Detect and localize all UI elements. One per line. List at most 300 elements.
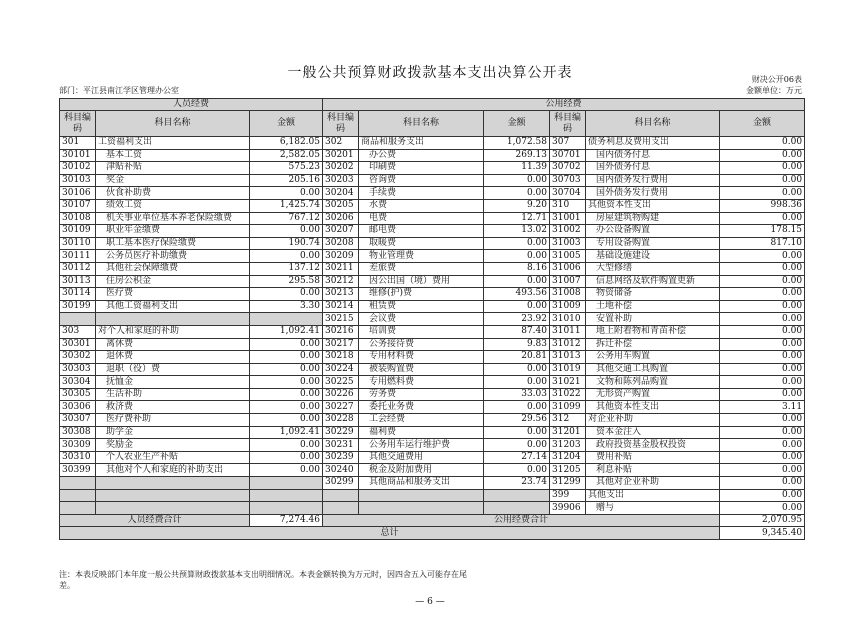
amount-cell: 0.00 — [250, 250, 323, 263]
code-cell — [323, 502, 359, 515]
name-cell: 退职（役）费 — [96, 363, 250, 376]
table-row — [60, 174, 805, 187]
name-cell: 商品和服务支出 — [359, 137, 484, 150]
name-cell: 地上附着物和青苗补偿 — [586, 325, 720, 338]
name-cell: 其他商品和服务支出 — [359, 477, 484, 490]
code-cell: 30202 — [323, 162, 359, 175]
col-code: 科目编码 — [550, 111, 586, 137]
amount-cell: 0.00 — [484, 464, 550, 477]
amount-cell: 0.00 — [720, 388, 805, 401]
code-cell: 30308 — [60, 426, 96, 439]
table-row — [60, 351, 805, 364]
amount-cell: 0.00 — [250, 363, 323, 376]
code-cell: 31022 — [550, 388, 586, 401]
name-cell: 房屋建筑物购建 — [586, 212, 720, 225]
amount-cell: 0.00 — [720, 351, 805, 364]
table-row — [60, 250, 805, 263]
col-amount: 金额 — [720, 111, 805, 137]
name-cell: 职业年金缴费 — [96, 225, 250, 238]
name-cell — [96, 502, 250, 515]
table-row — [60, 162, 805, 175]
code-cell: 310 — [550, 199, 586, 212]
name-cell: 其他对个人和家庭的补助支出 — [96, 464, 250, 477]
amount-cell: 0.00 — [250, 439, 323, 452]
code-cell: 30399 — [60, 464, 96, 477]
name-cell: 拆迁补偿 — [586, 338, 720, 351]
amount-cell: 767.12 — [250, 212, 323, 225]
amount-cell: 0.00 — [250, 388, 323, 401]
amount-cell: 87.40 — [484, 325, 550, 338]
name-cell: 国外债务发行费用 — [586, 187, 720, 200]
amount-cell: 0.00 — [250, 288, 323, 301]
page-number: — 6 — — [415, 597, 445, 607]
amount-cell: 9.20 — [484, 199, 550, 212]
name-cell: 委托业务费 — [359, 401, 484, 414]
code-cell: 30215 — [323, 313, 359, 326]
name-cell: 会议费 — [359, 313, 484, 326]
code-cell: 30106 — [60, 187, 96, 200]
code-cell — [60, 313, 96, 326]
name-cell: 其他交通费用 — [359, 451, 484, 464]
name-cell: 伙食补助费 — [96, 187, 250, 200]
code-cell: 30229 — [323, 426, 359, 439]
amount-cell: 0.00 — [720, 300, 805, 313]
personnel-total-label: 人员经费合计 — [60, 514, 250, 527]
name-cell: 抚恤金 — [96, 376, 250, 389]
code-cell: 302 — [323, 137, 359, 150]
code-cell: 30206 — [323, 212, 359, 225]
name-cell: 专用燃料费 — [359, 376, 484, 389]
col-name: 科目名称 — [359, 111, 484, 137]
name-cell: 基本工资 — [96, 149, 250, 162]
name-cell: 住房公积金 — [96, 275, 250, 288]
form-number: 财决公开06表 — [751, 75, 802, 84]
amount-cell: 1,072.58 — [484, 137, 550, 150]
code-cell: 30217 — [323, 338, 359, 351]
name-cell: 信息网络及软件购置更新 — [586, 275, 720, 288]
table-row — [60, 149, 805, 162]
table-row — [60, 426, 805, 439]
col-amount: 金额 — [484, 111, 550, 137]
code-cell: 31021 — [550, 376, 586, 389]
amount-cell: 0.00 — [720, 262, 805, 275]
code-cell: 31299 — [550, 477, 586, 490]
personnel-total-value: 7,274.46 — [250, 514, 323, 527]
code-cell: 312 — [550, 414, 586, 427]
name-cell: 救济费 — [96, 401, 250, 414]
public-total-label: 公用经费合计 — [323, 514, 720, 527]
code-cell: 30218 — [323, 351, 359, 364]
code-cell: 30309 — [60, 439, 96, 452]
name-cell: 无形资产购置 — [586, 388, 720, 401]
amount-cell: 8.16 — [484, 262, 550, 275]
table-row — [60, 262, 805, 275]
name-cell: 印刷费 — [359, 162, 484, 175]
amount-cell: 0.00 — [720, 187, 805, 200]
name-cell: 基础设施建设 — [586, 250, 720, 263]
amount-cell: 205.16 — [250, 174, 323, 187]
amount-cell: 0.00 — [484, 401, 550, 414]
table-row — [60, 325, 805, 338]
amount-cell: 0.00 — [720, 338, 805, 351]
name-cell: 机关事业单位基本养老保险缴费 — [96, 212, 250, 225]
name-cell: 利息补贴 — [586, 464, 720, 477]
table-row — [60, 212, 805, 225]
table-row — [60, 388, 805, 401]
name-cell: 其他资本性支出 — [586, 401, 720, 414]
name-cell: 物业管理费 — [359, 250, 484, 263]
amount-cell: 0.00 — [720, 325, 805, 338]
amount-cell: 0.00 — [250, 225, 323, 238]
amount-cell: 0.00 — [720, 275, 805, 288]
amount-cell: 27.14 — [484, 451, 550, 464]
column-header-row — [60, 111, 805, 137]
code-cell: 30203 — [323, 174, 359, 187]
amount-cell: 178.15 — [720, 225, 805, 238]
amount-cell: 0.00 — [484, 439, 550, 452]
code-cell: 30111 — [60, 250, 96, 263]
code-cell: 30214 — [323, 300, 359, 313]
code-cell: 30303 — [60, 363, 96, 376]
code-cell: 30216 — [323, 325, 359, 338]
amount-cell: 0.00 — [484, 187, 550, 200]
name-cell: 津贴补贴 — [96, 162, 250, 175]
amount-cell — [250, 502, 323, 515]
code-cell: 30301 — [60, 338, 96, 351]
code-cell: 30225 — [323, 376, 359, 389]
amount-cell: 0.00 — [720, 477, 805, 490]
code-cell: 30227 — [323, 401, 359, 414]
code-cell: 31003 — [550, 237, 586, 250]
name-cell: 咨询费 — [359, 174, 484, 187]
code-cell: 307 — [550, 137, 586, 150]
name-cell: 公务用车购置 — [586, 351, 720, 364]
name-cell: 离休费 — [96, 338, 250, 351]
name-cell: 工会经费 — [359, 414, 484, 427]
name-cell: 其他社会保障缴费 — [96, 262, 250, 275]
amount-cell: 998.36 — [720, 199, 805, 212]
name-cell: 其他支出 — [586, 489, 720, 502]
amount-cell: 3.30 — [250, 300, 323, 313]
amount-cell: 0.00 — [484, 363, 550, 376]
public-section-header: 公用经费 — [323, 99, 805, 111]
name-cell: 维修(护)费 — [359, 288, 484, 301]
grand-total-row — [60, 527, 805, 540]
amount-cell: 0.00 — [484, 275, 550, 288]
amount-cell: 11.39 — [484, 162, 550, 175]
name-cell: 赠与 — [586, 502, 720, 515]
name-cell: 福利费 — [359, 426, 484, 439]
amount-unit: 金额单位：万元 — [746, 86, 802, 95]
amount-cell — [484, 502, 550, 515]
code-cell: 30304 — [60, 376, 96, 389]
table-row — [60, 376, 805, 389]
name-cell — [96, 477, 250, 490]
code-cell: 30112 — [60, 262, 96, 275]
code-cell: 303 — [60, 325, 96, 338]
table-row — [60, 401, 805, 414]
name-cell: 租赁费 — [359, 300, 484, 313]
code-cell: 30207 — [323, 225, 359, 238]
table-row — [60, 363, 805, 376]
name-cell: 取暖费 — [359, 237, 484, 250]
code-cell: 30213 — [323, 288, 359, 301]
name-cell: 劳务费 — [359, 388, 484, 401]
name-cell: 对企业补助 — [586, 414, 720, 427]
code-cell: 30226 — [323, 388, 359, 401]
name-cell: 电费 — [359, 212, 484, 225]
name-cell: 办公费 — [359, 149, 484, 162]
code-cell: 399 — [550, 489, 586, 502]
name-cell: 因公出国（境）费用 — [359, 275, 484, 288]
code-cell: 30113 — [60, 275, 96, 288]
amount-cell: 0.00 — [250, 338, 323, 351]
code-cell: 30208 — [323, 237, 359, 250]
code-cell: 30240 — [323, 464, 359, 477]
amount-cell: 29.56 — [484, 414, 550, 427]
code-cell: 30299 — [323, 477, 359, 490]
name-cell: 其他工资福利支出 — [96, 300, 250, 313]
code-cell: 30305 — [60, 388, 96, 401]
amount-cell: 137.12 — [250, 262, 323, 275]
name-cell: 专用设备购置 — [586, 237, 720, 250]
amount-cell: 0.00 — [720, 212, 805, 225]
amount-cell: 1,092.41 — [250, 426, 323, 439]
code-cell: 30702 — [550, 162, 586, 175]
code-cell: 30703 — [550, 174, 586, 187]
name-cell — [96, 489, 250, 502]
amount-cell — [250, 313, 323, 326]
amount-cell: 0.00 — [720, 489, 805, 502]
amount-cell: 0.00 — [484, 250, 550, 263]
code-cell: 31019 — [550, 363, 586, 376]
subtotal-row — [60, 514, 805, 527]
table-row — [60, 464, 805, 477]
amount-cell: 575.23 — [250, 162, 323, 175]
amount-cell: 190.74 — [250, 237, 323, 250]
col-name: 科目名称 — [586, 111, 720, 137]
table-row — [60, 137, 805, 150]
code-cell: 30102 — [60, 162, 96, 175]
name-cell: 国内债务发行费用 — [586, 174, 720, 187]
name-cell: 费用补贴 — [586, 451, 720, 464]
name-cell: 国外债务付息 — [586, 162, 720, 175]
name-cell: 政府投资基金股权投资 — [586, 439, 720, 452]
code-cell: 30107 — [60, 199, 96, 212]
code-cell: 31204 — [550, 451, 586, 464]
page-title: 一般公共预算财政拨款基本支出决算公开表 — [287, 65, 573, 81]
code-cell: 30239 — [323, 451, 359, 464]
table-row — [60, 288, 805, 301]
name-cell: 绩效工资 — [96, 199, 250, 212]
code-cell: 31012 — [550, 338, 586, 351]
amount-cell: 0.00 — [250, 187, 323, 200]
code-cell: 30228 — [323, 414, 359, 427]
name-cell: 国内债务付息 — [586, 149, 720, 162]
amount-cell: 0.00 — [720, 137, 805, 150]
code-cell: 30704 — [550, 187, 586, 200]
table-row — [60, 489, 805, 502]
amount-cell: 1,425.74 — [250, 199, 323, 212]
amount-cell: 12.71 — [484, 212, 550, 225]
grand-total-label: 总计 — [60, 527, 720, 540]
amount-cell: 0.00 — [720, 426, 805, 439]
table-row — [60, 275, 805, 288]
code-cell: 30306 — [60, 401, 96, 414]
code-cell: 30199 — [60, 300, 96, 313]
code-cell: 31010 — [550, 313, 586, 326]
section-header-row — [60, 99, 805, 111]
table-row — [60, 439, 805, 452]
amount-cell: 0.00 — [250, 414, 323, 427]
name-cell: 税金及附加费用 — [359, 464, 484, 477]
name-cell: 安置补助 — [586, 313, 720, 326]
name-cell: 公务接待费 — [359, 338, 484, 351]
code-cell: 30302 — [60, 351, 96, 364]
code-cell: 31007 — [550, 275, 586, 288]
name-cell: 水费 — [359, 199, 484, 212]
amount-cell: 0.00 — [720, 414, 805, 427]
code-cell — [60, 489, 96, 502]
code-cell: 301 — [60, 137, 96, 150]
table-row — [60, 338, 805, 351]
table-row — [60, 225, 805, 238]
table-note: 注：本表反映部门本年度一般公共预算财政拨款基本支出明细情况。本表金额转换为万元时，因四舍五入可能存在尾差。 — [59, 570, 467, 590]
amount-cell: 295.58 — [250, 275, 323, 288]
name-cell — [96, 313, 250, 326]
name-cell: 办公设备购置 — [586, 225, 720, 238]
amount-cell: 269.13 — [484, 149, 550, 162]
table-row — [60, 313, 805, 326]
code-cell: 30310 — [60, 451, 96, 464]
amount-cell: 0.00 — [484, 300, 550, 313]
name-cell: 奖励金 — [96, 439, 250, 452]
code-cell: 30114 — [60, 288, 96, 301]
amount-cell: 0.00 — [720, 174, 805, 187]
name-cell: 文物和陈列品购置 — [586, 376, 720, 389]
table-row — [60, 187, 805, 200]
name-cell: 其他对企业补助 — [586, 477, 720, 490]
amount-cell — [484, 489, 550, 502]
code-cell: 31011 — [550, 325, 586, 338]
amount-cell: 0.00 — [720, 363, 805, 376]
code-cell: 31099 — [550, 401, 586, 414]
name-cell: 培训费 — [359, 325, 484, 338]
code-cell: 31013 — [550, 351, 586, 364]
table-row — [60, 502, 805, 515]
code-cell: 30204 — [323, 187, 359, 200]
code-cell: 30201 — [323, 149, 359, 162]
grand-total-value: 9,345.40 — [720, 527, 805, 540]
amount-cell: 20.81 — [484, 351, 550, 364]
personnel-section-header: 人员经费 — [60, 99, 323, 111]
amount-cell: 0.00 — [720, 464, 805, 477]
table-row — [60, 199, 805, 212]
code-cell: 30109 — [60, 225, 96, 238]
table-row — [60, 451, 805, 464]
code-cell: 31205 — [550, 464, 586, 477]
amount-cell: 0.00 — [720, 162, 805, 175]
amount-cell: 1,092.41 — [250, 325, 323, 338]
name-cell: 专用材料费 — [359, 351, 484, 364]
code-cell — [60, 477, 96, 490]
name-cell: 生活补助 — [96, 388, 250, 401]
amount-cell: 0.00 — [720, 502, 805, 515]
amount-cell: 0.00 — [720, 313, 805, 326]
amount-cell — [250, 477, 323, 490]
amount-cell: 0.00 — [484, 376, 550, 389]
amount-cell: 0.00 — [720, 149, 805, 162]
code-cell: 30307 — [60, 414, 96, 427]
name-cell: 其他交通工具购置 — [586, 363, 720, 376]
expenditure-table — [59, 98, 805, 540]
code-cell: 30701 — [550, 149, 586, 162]
table-row — [60, 414, 805, 427]
amount-cell: 6,182.05 — [250, 137, 323, 150]
code-cell: 31008 — [550, 288, 586, 301]
name-cell: 个人农业生产补贴 — [96, 451, 250, 464]
code-cell: 31009 — [550, 300, 586, 313]
code-cell: 30108 — [60, 212, 96, 225]
amount-cell: 0.00 — [484, 426, 550, 439]
code-cell: 31006 — [550, 262, 586, 275]
name-cell: 医疗费补助 — [96, 414, 250, 427]
code-cell: 31201 — [550, 426, 586, 439]
name-cell: 对个人和家庭的补助 — [96, 325, 250, 338]
amount-cell: 0.00 — [484, 174, 550, 187]
code-cell: 30231 — [323, 439, 359, 452]
amount-cell: 0.00 — [720, 439, 805, 452]
amount-cell: 0.00 — [250, 464, 323, 477]
code-cell: 31002 — [550, 225, 586, 238]
name-cell: 工资福利支出 — [96, 137, 250, 150]
name-cell — [359, 489, 484, 502]
amount-cell: 23.74 — [484, 477, 550, 490]
code-cell: 30101 — [60, 149, 96, 162]
name-cell: 公务用车运行维护费 — [359, 439, 484, 452]
amount-cell: 0.00 — [720, 451, 805, 464]
amount-cell: 13.02 — [484, 225, 550, 238]
public-total-value: 2,070.95 — [720, 514, 805, 527]
code-cell: 31001 — [550, 212, 586, 225]
amount-cell: 0.00 — [484, 237, 550, 250]
name-cell: 差旅费 — [359, 262, 484, 275]
name-cell: 助学金 — [96, 426, 250, 439]
code-cell: 30209 — [323, 250, 359, 263]
name-cell: 职工基本医疗保险缴费 — [96, 237, 250, 250]
code-cell: 30212 — [323, 275, 359, 288]
amount-cell: 817.10 — [720, 237, 805, 250]
col-code: 科目编码 — [323, 111, 359, 137]
col-name: 科目名称 — [96, 111, 250, 137]
name-cell: 其他资本性支出 — [586, 199, 720, 212]
amount-cell: 9.83 — [484, 338, 550, 351]
code-cell: 39906 — [550, 502, 586, 515]
table-row — [60, 477, 805, 490]
amount-cell: 2,582.05 — [250, 149, 323, 162]
code-cell: 31005 — [550, 250, 586, 263]
amount-cell: 23.92 — [484, 313, 550, 326]
department-label: 部门：平江县南江学区管理办公室 — [59, 86, 179, 95]
code-cell — [323, 489, 359, 502]
table-row — [60, 237, 805, 250]
amount-cell: 493.56 — [484, 288, 550, 301]
name-cell: 大型修缮 — [586, 262, 720, 275]
code-cell: 30211 — [323, 262, 359, 275]
name-cell: 债务利息及费用支出 — [586, 137, 720, 150]
amount-cell: 3.11 — [720, 401, 805, 414]
code-cell: 30110 — [60, 237, 96, 250]
